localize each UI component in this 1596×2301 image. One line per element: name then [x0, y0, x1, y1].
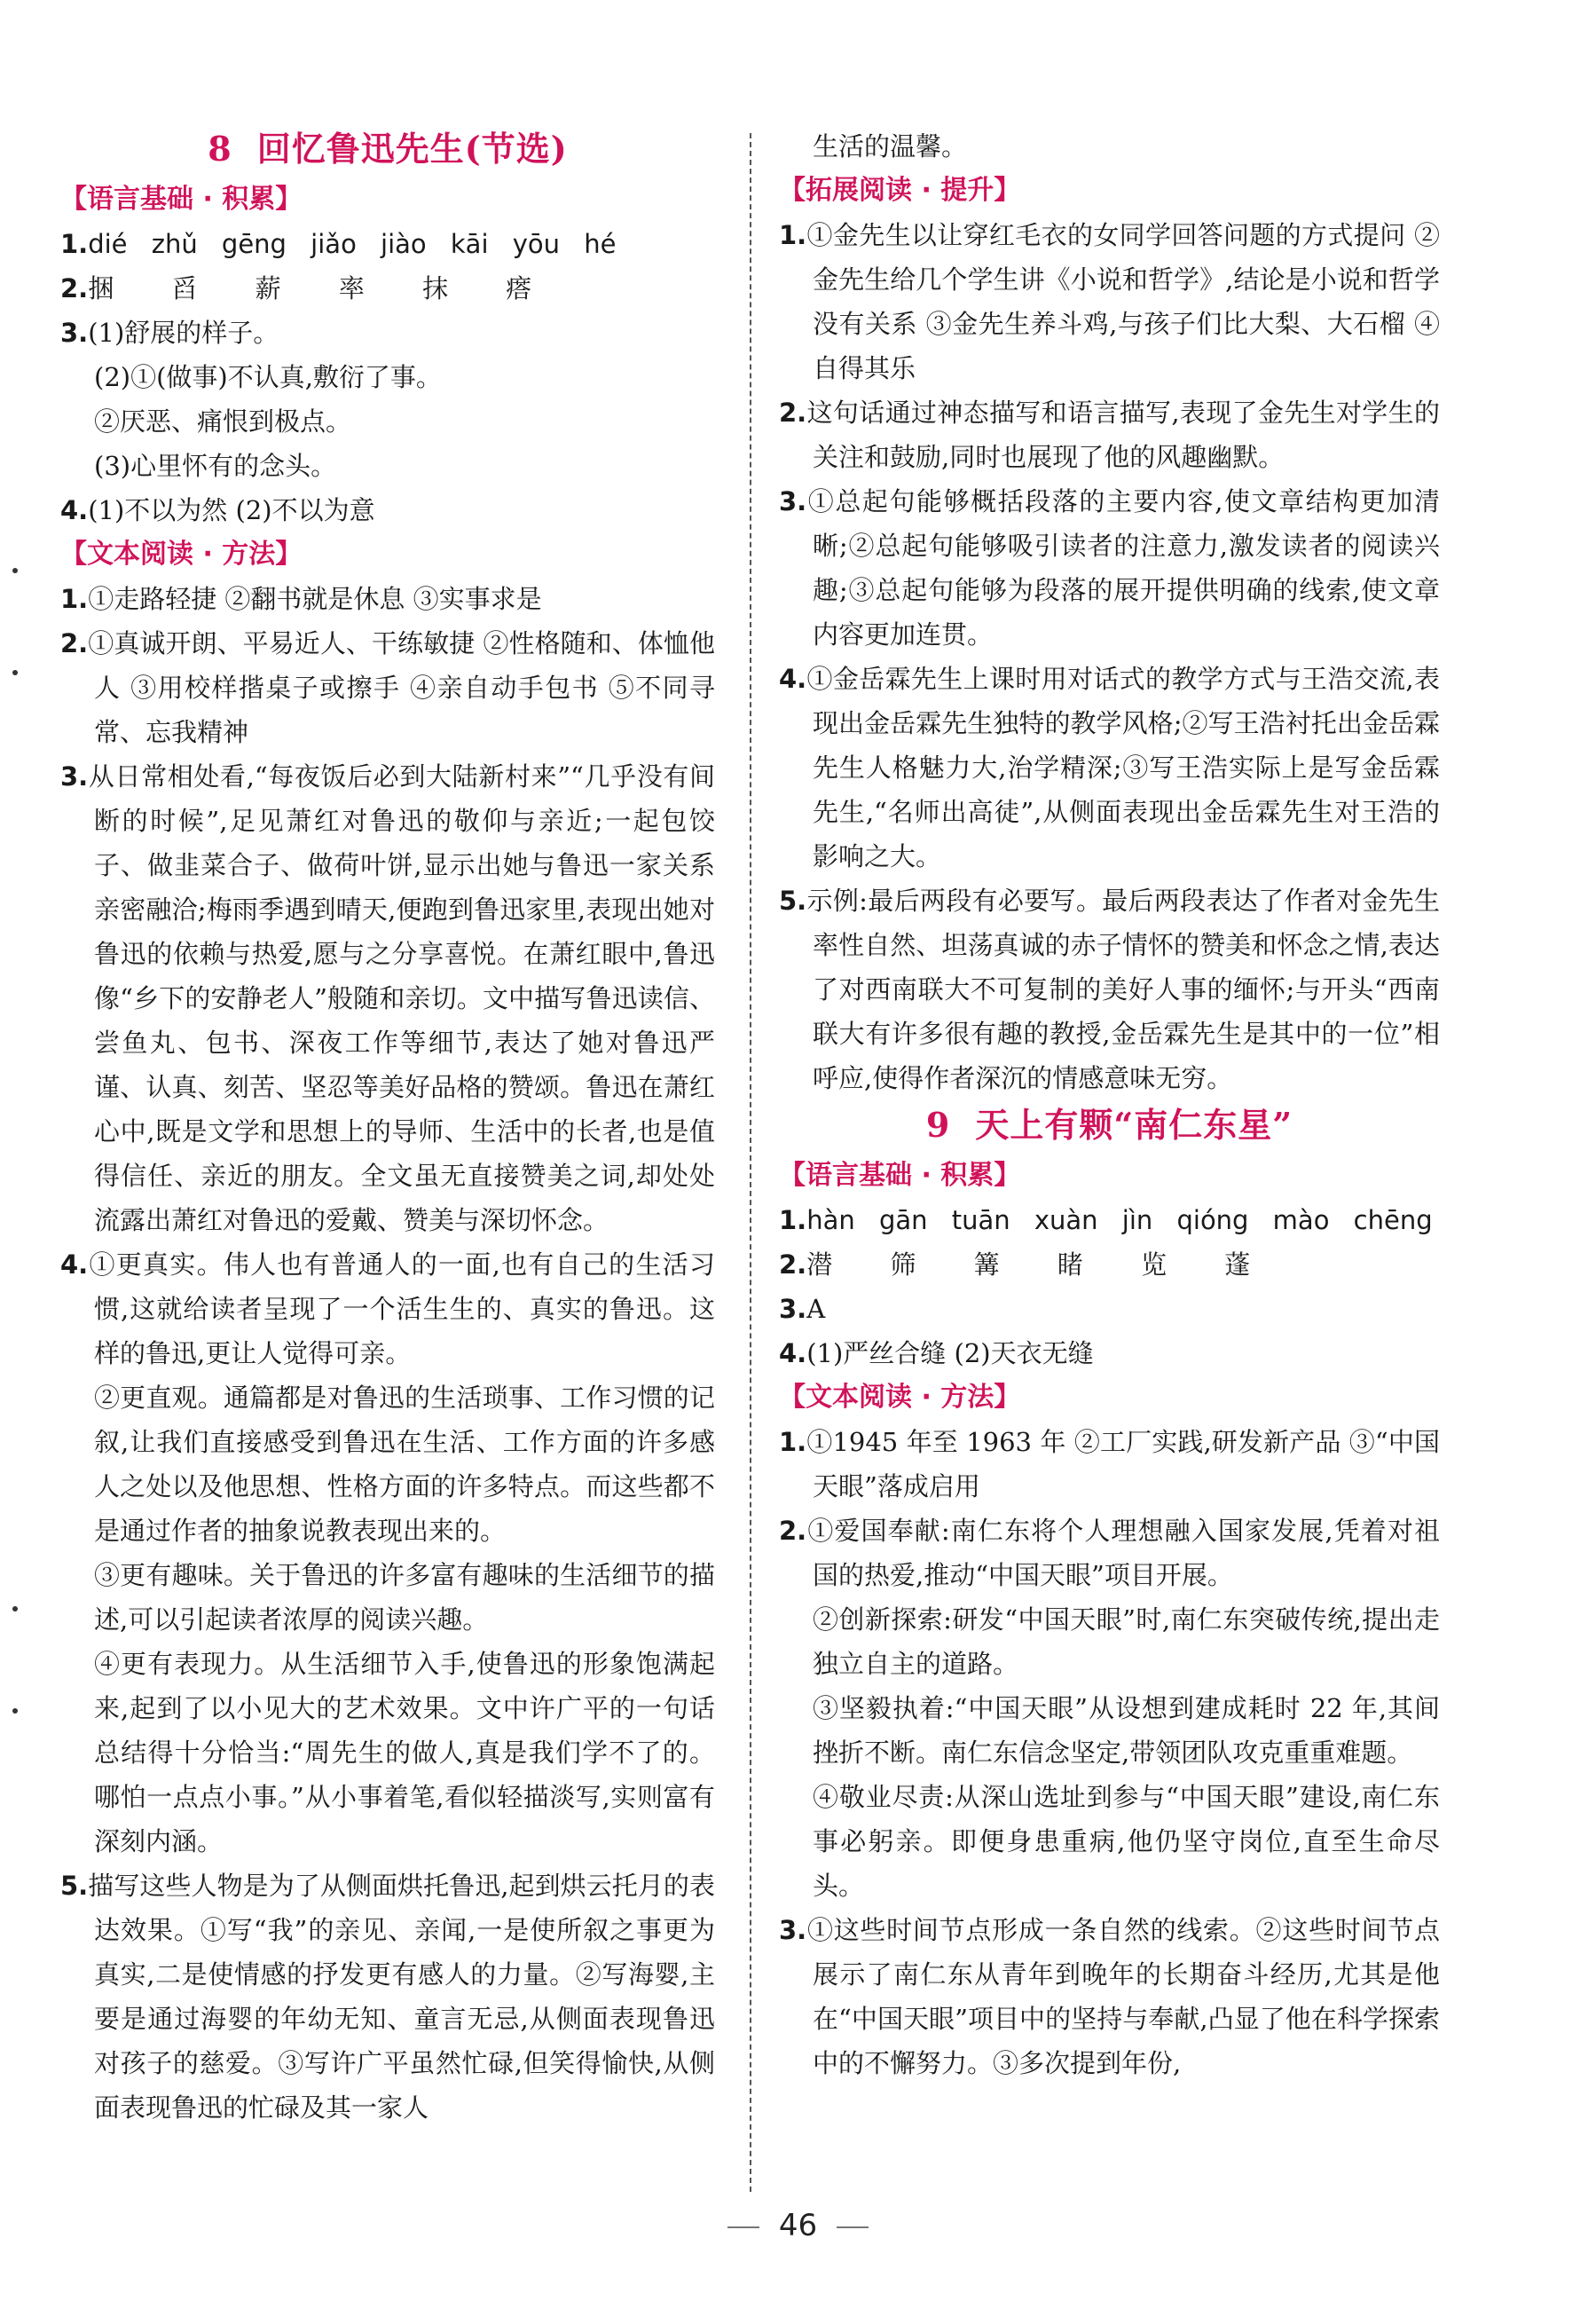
- item-text: (1)不以为然 (2)不以为意: [88, 495, 375, 525]
- section-heading-reading: 【文本阅读 · 方法】: [779, 1382, 1021, 1413]
- footer-rule: [837, 2226, 869, 2228]
- item-text: (1)严丝合缝 (2)天衣无缝: [806, 1338, 1094, 1368]
- item-number: 4.: [779, 1338, 807, 1368]
- item-number: 3.: [779, 1294, 807, 1324]
- section-heading-reading: 【文本阅读 · 方法】: [60, 539, 303, 570]
- answer-item: [60, 488, 715, 532]
- lesson-number: 8: [208, 129, 232, 169]
- answer-item: [60, 754, 715, 1242]
- answer-subitem: ②创新探索:研发“中国天眼”时,南仁东突破传统,提出走独立自主的道路。: [813, 1604, 1440, 1679]
- item-number: 1.: [779, 220, 807, 250]
- answer-item: [779, 1331, 1440, 1375]
- page-number: 46: [778, 2208, 818, 2243]
- answer-subitem: ④更有表现力。从生活细节入手,使鲁迅的形象饱满起来,起到了以小见大的艺术效果。文中许广平的一句话总结得十分恰当:“周先生的做人,真是我们学不了的。哪怕一点点小事。”从小事着笔,看似轻描淡写,实则富有深刻内涵。: [94, 1649, 715, 1856]
- margin-dot: [12, 568, 18, 573]
- item-text: dié zhǔ gēng jiǎo jiào kāi yōu hé: [88, 229, 617, 259]
- item-number: 2.: [60, 273, 89, 303]
- right-column: [779, 124, 1440, 2085]
- answer-item: [60, 1864, 715, 2130]
- lesson-number: 9: [925, 1105, 951, 1145]
- item-text: ①更真实。伟人也有普通人的一面,也有自己的生活习惯,这就给读者呈现了一个活生生的、真实的鲁迅。这样的鲁迅,更让人觉得可亲。: [88, 1249, 715, 1368]
- item-number: 3.: [779, 486, 807, 516]
- answer-subitem: ④敬业尽责:从深山选址到参与“中国天眼”建设,南仁东事必躬亲。即便身患重病,他仍坚守岗位,直至生命尽头。: [813, 1782, 1440, 1901]
- item-number: 2.: [779, 1249, 807, 1280]
- answer-item: [779, 479, 1440, 657]
- margin-dot: [12, 1708, 18, 1714]
- answer-item: [60, 1242, 715, 1375]
- item-number: 3.: [779, 1915, 807, 1945]
- item-number: 2.: [779, 398, 807, 428]
- footer-rule: [727, 2226, 759, 2228]
- section-heading-language: 【语言基础 · 积累】: [779, 1160, 1021, 1191]
- section-heading-extended: 【拓展阅读 · 提升】: [779, 175, 1021, 206]
- item-number: 2.: [60, 628, 89, 658]
- item-text: ①总起句能够概括段落的主要内容,使文章结构更加清晰;②总起句能够吸引读者的注意力,激发读者的阅读兴趣;③总起句能够为段落的展开提供明确的线索,使文章内容更加连贯。: [806, 486, 1440, 650]
- lesson-9-title: [779, 1100, 1440, 1150]
- item-text: A: [806, 1294, 826, 1324]
- margin-dot: [12, 670, 18, 675]
- item-number: 3.: [60, 761, 89, 792]
- item-text: ①真诚开朗、平易近人、干练敏捷 ②性格随和、体恤他人 ③用校样揩桌子或擦手 ④亲自动手包书 ⑤不同寻常、忘我精神: [88, 628, 715, 747]
- answer-subitem: (2)①(做事)不认真,敷衍了事。: [94, 362, 442, 392]
- item-number: 5.: [779, 886, 807, 916]
- answer-subitem: (3)心里怀有的念头。: [94, 451, 337, 481]
- answer-item: [60, 266, 715, 311]
- page-footer: [0, 2208, 1596, 2243]
- item-number: 5.: [60, 1871, 89, 1901]
- item-text: ①这些时间节点形成一条自然的线索。②这些时间节点展示了南仁东从青年到晚年的长期奋斗经历,尤其是他在“中国天眼”项目中的坚持与奉献,凸显了他在科学探索中的不懈努力。③多次提到年份,: [806, 1915, 1440, 2078]
- answer-item: [779, 1908, 1440, 2085]
- answer-item: [779, 1509, 1440, 1597]
- item-text: 示例:最后两段有必要写。最后两段表达了作者对金先生率性自然、坦荡真诚的赤子情怀的赞美和怀念之情,表达了对西南联大不可复制的美好人事的缅怀;与开头“西南联大有许多很有趣的教授,金岳霖先生是其中的一位”相呼应,使得作者深沉的情感意味无穷。: [806, 886, 1440, 1093]
- item-number: 4.: [60, 1249, 89, 1280]
- item-number: 2.: [779, 1516, 807, 1546]
- item-number: 4.: [779, 664, 807, 694]
- item-text: hàn gān tuān xuàn jìn qióng mào chēng: [806, 1205, 1433, 1235]
- answer-item: [779, 657, 1440, 879]
- item-number: 1.: [60, 229, 89, 259]
- lesson-title-text: 天上有颗“南仁东星”: [975, 1105, 1293, 1145]
- answer-subitem: ③坚毅执着:“中国天眼”从设想到建成耗时 22 年,其间挫折不断。南仁东信念坚定,带领团队攻克重重难题。: [813, 1693, 1440, 1768]
- item-number: 1.: [779, 1427, 807, 1457]
- item-text: ①金先生以让穿红毛衣的女同学回答问题的方式提问 ②金先生给几个学生讲《小说和哲学》,结论是小说和哲学没有关系 ③金先生养斗鸡,与孩子们比大梨、大石榴 ④自得其乐: [806, 220, 1440, 383]
- left-column: [60, 124, 715, 2130]
- answer-item: [779, 1420, 1440, 1509]
- item-text: 潜 筛 篝 睹 览 蓬: [806, 1249, 1276, 1280]
- item-text: 描写这些人物是为了从侧面烘托鲁迅,起到烘云托月的表达效果。①写“我”的亲见、亲闻,一是使所叙之事更为真实,二是使情感的抒发更有感人的力量。②写海婴,主要是通过海婴的年幼无知、童言无忌,从侧面表现鲁迅对孩子的慈爱。③写许广平虽然忙碌,但笑得愉快,从侧面表现鲁迅的忙碌及其一家人: [88, 1871, 715, 2123]
- lesson-title-text: 回忆鲁迅先生(节选): [256, 129, 568, 169]
- answer-subitem: ②更直观。通篇都是对鲁迅的生活琐事、工作习惯的记叙,让我们直接感受到鲁迅在生活、工作方面的许多感人之处以及他思想、性格方面的许多特点。而这些都不是通过作者的抽象说教表现出来的。: [94, 1383, 715, 1546]
- answer-subitem: ③更有趣味。关于鲁迅的许多富有趣味的生活细节的描述,可以引起读者浓厚的阅读兴趣。: [94, 1560, 715, 1635]
- answer-item: [779, 1287, 1440, 1331]
- answer-item: [779, 1242, 1440, 1287]
- item-text: 捆 舀 薪 率 抹 瘩: [88, 273, 557, 303]
- item-text: ①走路轻捷 ②翻书就是休息 ③实事求是: [88, 584, 542, 614]
- item-number: 1.: [60, 584, 89, 614]
- item-text: (1)舒展的样子。: [88, 318, 279, 348]
- item-text: ①金岳霖先生上课时用对话式的教学方式与王浩交流,表现出金岳霖先生独特的教学风格;②写王浩衬托出金岳霖先生人格魅力大,治学精深;③写王浩实际上是写金岳霖先生,“名师出高徒”,从侧面表现出金岳霖先生对王浩的影响之大。: [806, 664, 1440, 871]
- lesson-8-title: [60, 124, 715, 174]
- continued-text: 生活的温馨。: [813, 131, 968, 162]
- answer-item: [60, 577, 715, 621]
- column-divider: [750, 133, 751, 2192]
- answer-subitem: ②厌恶、痛恨到极点。: [94, 406, 352, 437]
- answer-item: [60, 311, 715, 355]
- answer-item: [779, 1198, 1440, 1242]
- item-text: ①爱国奉献:南仁东将个人理想融入国家发展,凭着对祖国的热爱,推动“中国天眼”项目开展。: [806, 1516, 1440, 1590]
- item-text: ①1945 年至 1963 年 ②工厂实践,研发新产品 ③“中国天眼”落成启用: [806, 1427, 1440, 1501]
- answer-item: [60, 222, 715, 266]
- item-text: 从日常相处看,“每夜饭后必到大陆新村来”“几乎没有间断的时候”,足见萧红对鲁迅的敬仰与亲近;一起包饺子、做韭菜合子、做荷叶饼,显示出她与鲁迅一家关系亲密融洽;梅雨季遇到晴天,便跑到鲁迅家里,表现出她对鲁迅的依赖与热爱,愿与之分享喜悦。在萧红眼中,鲁迅像“乡下的安静老人”般随和亲切。文中描写鲁迅读信、尝鱼丸、包书、深夜工作等细节,表达了她对鲁迅严谨、认真、刻苦、坚忍等美好品格的赞颂。鲁迅在萧红心中,既是文学和思想上的导师、生活中的长者,也是值得信任、亲近的朋友。全文虽无直接赞美之词,却处处流露出萧红对鲁迅的爱戴、赞美与深切怀念。: [88, 761, 715, 1235]
- item-number: 4.: [60, 495, 89, 525]
- answer-item: [60, 621, 715, 754]
- answer-item: [779, 879, 1440, 1100]
- item-number: 1.: [779, 1205, 807, 1235]
- answer-item: [779, 213, 1440, 390]
- item-number: 3.: [60, 318, 89, 348]
- section-heading-language: 【语言基础 · 积累】: [60, 184, 303, 215]
- item-text: 这句话通过神态描写和语言描写,表现了金先生对学生的关注和鼓励,同时也展现了他的风趣幽默。: [806, 398, 1440, 472]
- answer-item: [779, 390, 1440, 479]
- margin-dot: [12, 1606, 18, 1611]
